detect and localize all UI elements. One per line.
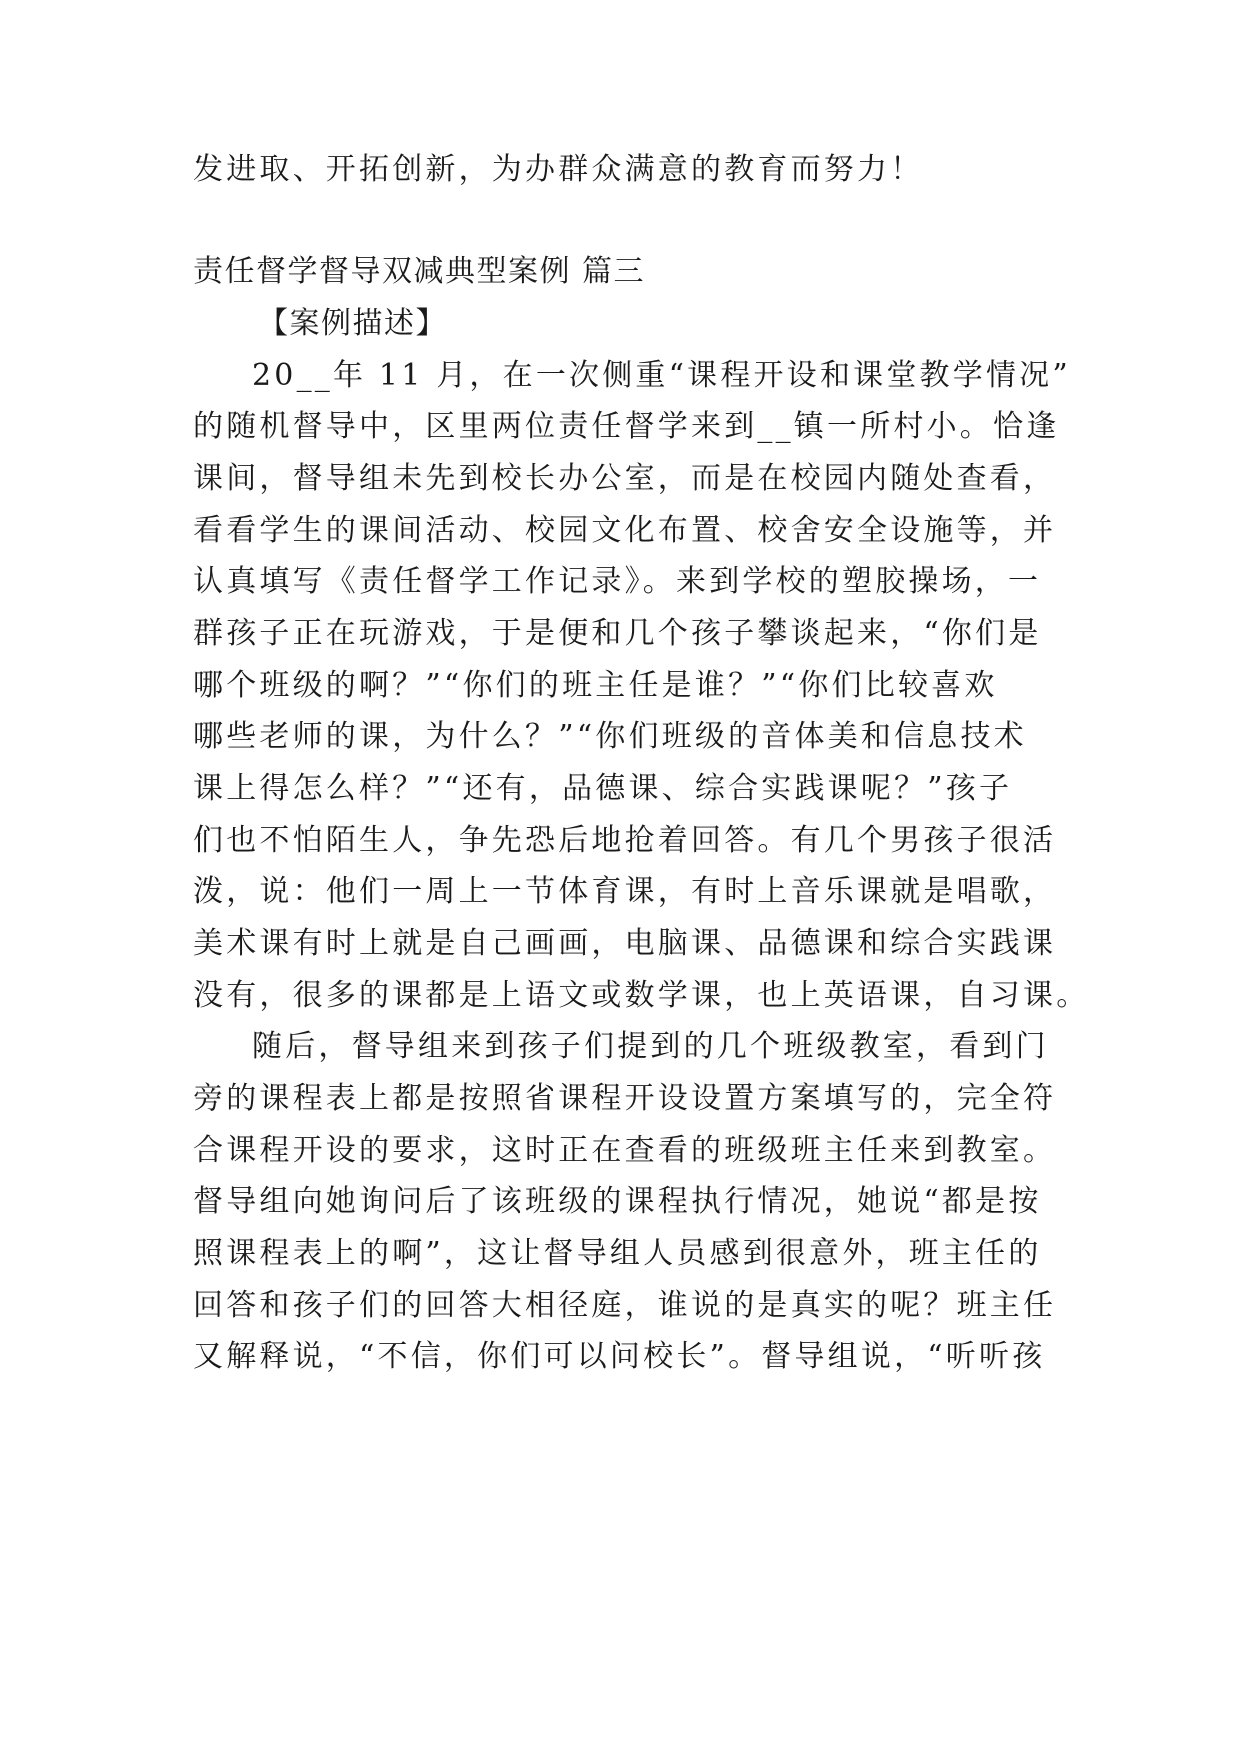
text-line: 合课程开设的要求，这时正在查看的班级班主任来到教室。 [193,1133,1057,1168]
text-line: 发进取、开拓创新，为办群众满意的教育而努力！ [193,152,924,187]
section-heading: 责任督学督导双减典型案例 篇三 [193,254,646,289]
text-line: 课间，督导组未先到校长办公室，而是在校园内随处查看， [193,461,1057,496]
text-line: 们也不怕陌生人，争先恐后地抢着回答。有几个男孩子很活 [193,823,1057,858]
text-line: 督导组向她询问后了该班级的课程执行情况，她说“都是按 [193,1184,1042,1219]
text-line: 泼，说：他们一周上一节体育课，有时上音乐课就是唱歌， [193,874,1057,909]
text-line: 回答和孩子们的回答大相径庭，谁说的是真实的呢？班主任 [193,1288,1057,1323]
text-line: 课上得怎么样？”“还有，品德课、综合实践课呢？”孩子 [193,771,1013,806]
subsection-heading: 【案例描述】 [258,306,447,341]
text-line: 20__年 11 月，在一次侧重“课程开设和课堂教学情况” [252,358,1071,393]
text-line: 旁的课程表上都是按照省课程开设设置方案填写的，完全符 [193,1081,1057,1116]
text-line: 看看学生的课间活动、校园文化布置、校舍安全设施等，并 [193,513,1057,548]
text-line: 又解释说，“不信，你们可以问校长”。督导组说，“听听孩 [193,1339,1046,1374]
text-line: 照课程表上的啊”，这让督导组人员感到很意外，班主任的 [193,1236,1042,1271]
text-line: 哪个班级的啊？”“你们的班主任是谁？”“你们比较喜欢 [193,668,998,703]
text-line: 哪些老师的课，为什么？”“你们班级的音体美和信息技术 [193,719,1027,754]
text-line: 没有，很多的课都是上语文或数学课，也上英语课，自习课。 [193,978,1090,1013]
text-line: 美术课有时上就是自己画画，电脑课、品德课和综合实践课 [193,926,1057,961]
text-line: 的随机督导中，区里两位责任督学来到__镇一所村小。恰逢 [193,409,1060,444]
text-line: 认真填写《责任督学工作记录》。来到学校的塑胶操场，一 [193,564,1042,599]
text-line: 随后，督导组来到孩子们提到的几个班级教室，看到门 [252,1029,1049,1064]
text-line: 群孩子正在玩游戏，于是便和几个孩子攀谈起来，“你们是 [193,616,1042,651]
